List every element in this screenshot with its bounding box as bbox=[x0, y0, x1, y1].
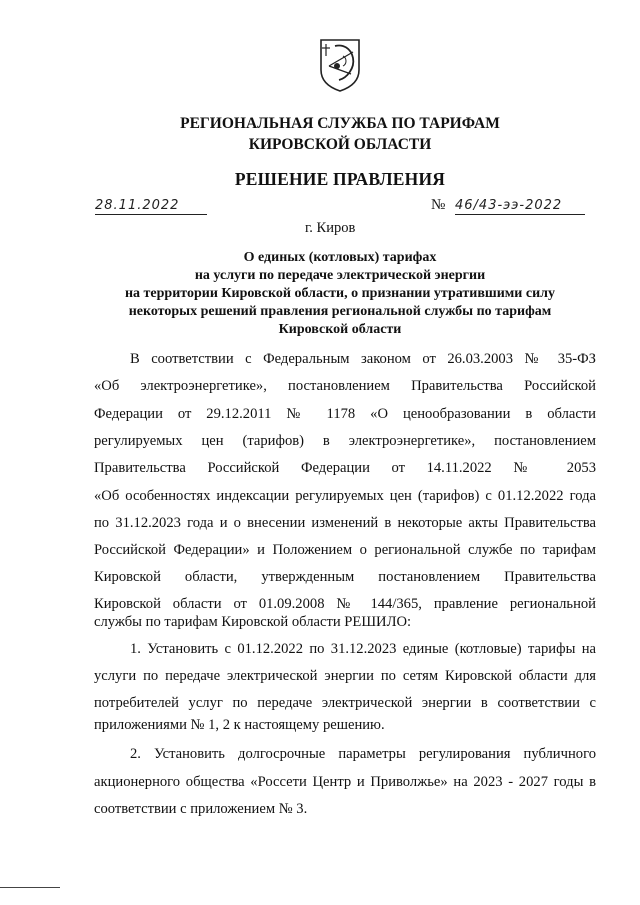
body-text-line: «Об электроэнергетике», постановлением Правительства Российской bbox=[94, 378, 596, 394]
body-text-line: акционерного общества «Россети Центр и Приволжье» на 2023 - 2027 годы в bbox=[94, 774, 596, 790]
handwritten-date: 28.11.2022 bbox=[95, 198, 207, 215]
body-text-line: Кировской области от 01.09.2008 № 144/365, правление региональной bbox=[94, 596, 596, 612]
document-title-line: О единых (котловых) тарифах bbox=[243, 250, 437, 265]
body-text-line: Российской Федерации» и Положением о региональной службе по тарифам bbox=[94, 542, 596, 558]
number-label: № bbox=[431, 197, 446, 213]
body-text-line: «Об особенностях индексации регулируемых цен (тарифов) с 01.12.2022 года bbox=[94, 488, 596, 504]
body-text-line: В соответствии с Федеральным законом от 26.03.2003 № 35-ФЗ bbox=[130, 351, 596, 367]
body-text-line: службы по тарифам Кировской области РЕШИЛО: bbox=[94, 614, 412, 630]
handwritten-document-number: 46/43-ээ-2022 bbox=[455, 198, 585, 215]
document-title-line: Кировской области bbox=[278, 322, 402, 337]
body-text-line: Кировской области, утвержденным постановлением Правительства bbox=[94, 569, 596, 585]
organization-name-line-1: РЕГИОНАЛЬНАЯ СЛУЖБА ПО ТАРИФАМ bbox=[180, 115, 500, 132]
document-title-line: на территории Кировской области, о признании утратившими силу bbox=[124, 286, 556, 301]
footnote-separator bbox=[0, 887, 60, 888]
body-text-line: регулируемых цен (тарифов) в электроэнергетике», постановлением bbox=[94, 433, 596, 449]
body-text-line: Федерации от 29.12.2011 № 1178 «О ценообразовании в области bbox=[94, 406, 596, 422]
document-title-line: на услуги по передаче электрической энергии bbox=[194, 268, 486, 283]
body-text-line: приложениями № 1, 2 к настоящему решению. bbox=[94, 717, 385, 733]
document-title-line: некоторых решений правления региональной службы по тарифам bbox=[128, 304, 552, 319]
body-text-line: 1. Установить с 01.12.2022 по 31.12.2023 единые (котловые) тарифы на bbox=[130, 641, 596, 657]
body-text-line: услуги по передаче электрической энергии по сетям Кировской области для bbox=[94, 668, 596, 684]
body-text-line: соответствии с приложением № 3. bbox=[94, 801, 308, 817]
body-text-line: Правительства Российской Федерации от 14.11.2022 № 2053 bbox=[94, 460, 596, 476]
organization-name-line-2: КИРОВСКОЙ ОБЛАСТИ bbox=[248, 136, 432, 153]
document-type: РЕШЕНИЕ ПРАВЛЕНИЯ bbox=[234, 169, 446, 189]
body-text-line: 2. Установить долгосрочные параметры регулирования публичного bbox=[130, 746, 596, 762]
body-text-line: потребителей услуг по передаче электрической энергии в соответствии с bbox=[94, 695, 596, 711]
coat-of-arms-icon bbox=[317, 36, 363, 92]
body-text-line: по 31.12.2023 года и о внесении изменений в некоторые акты Правительства bbox=[94, 515, 596, 531]
city: г. Киров bbox=[305, 220, 356, 236]
